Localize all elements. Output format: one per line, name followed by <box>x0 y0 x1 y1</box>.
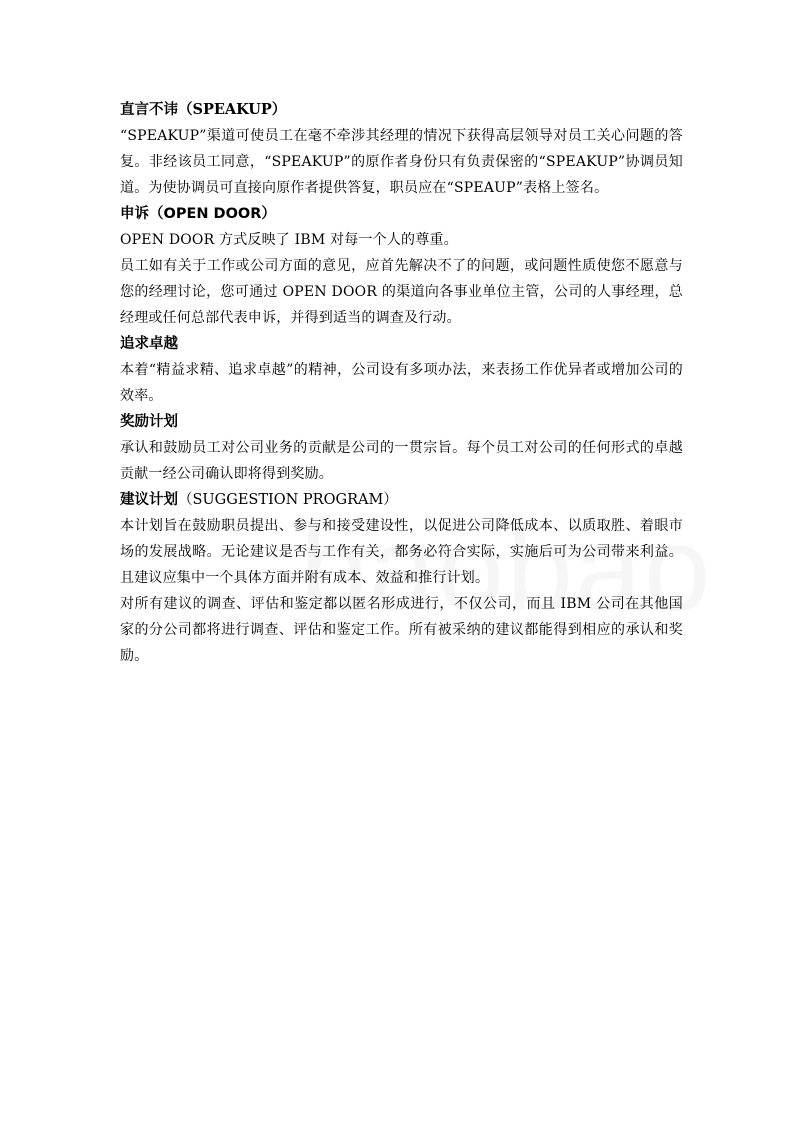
section-reward-plan <box>120 409 683 487</box>
section-paragraph: 员工如有关于工作或公司方面的意见，应首先解决不了的问题，或问题性质使您不愿意与您的经理讨论，您可通过 OPEN DOOR 的渠道向各事业单位主管，公司的人事经理，总经理或任何总部代表申诉，并得到适当的调查及行动。 <box>120 258 683 326</box>
section-heading <box>120 201 683 227</box>
heading-main: 直言不讳 <box>120 102 178 118</box>
section-speakup <box>120 97 683 201</box>
heading-main: 建议计划 <box>120 492 178 508</box>
section-paragraph: “SPEAKUP”渠道可使员工在毫不牵涉其经理的情况下获得高层领导对员工关心问题的答复。非经该员工同意，“SPEAKUP”的原作者身份只有负责保密的“SPEAKUP”协调员知道。为使协调员可直接向原作者提供答复，职员应在“SPEAUP”表格上签名。 <box>120 128 683 196</box>
section-paragraph: OPEN DOOR 方式反映了 IBM 对每一个人的尊重。 <box>120 232 458 248</box>
section-heading <box>120 97 683 123</box>
section-paragraph: 对所有建议的调查、评估和鉴定都以匿名形成进行，不仅公司，而且 IBM 公司在其他国家的分公司都将进行调查、评估和鉴定工作。所有被采纳的建议都能得到相应的承认和奖励。 <box>120 596 683 664</box>
heading-main: 申诉（OPEN DOOR） <box>120 206 276 222</box>
heading-main: 奖励计划 <box>120 414 178 430</box>
section-heading <box>120 331 683 357</box>
section-paragraph: 承认和鼓励员工对公司业务的贡献是公司的一贯宗旨。每个员工对公司的任何形式的卓越贡献一经公司确认即将得到奖励。 <box>120 440 683 482</box>
section-paragraph: 本计划旨在鼓励职员提出、参与和接受建设性，以促进公司降低成本、以质取胜、着眼市场的发展战略。无论建议是否与工作有关，都务必符合实际，实施后可为公司带来利益。且建议应集中一个具体方面并附有成本、效益和推行计划。 <box>120 518 683 586</box>
section-pursue-excellence <box>120 331 683 409</box>
section-heading <box>120 409 683 435</box>
section-heading <box>120 487 683 513</box>
heading-sub: （SPEAKUP） <box>178 101 287 118</box>
heading-sub: （SUGGESTION PROGRAM） <box>178 492 398 508</box>
document-body <box>120 97 683 669</box>
heading-main: 追求卓越 <box>120 336 178 352</box>
section-open-door <box>120 201 683 331</box>
section-suggestion-program <box>120 487 683 669</box>
section-paragraph: 本着“精益求精、追求卓越”的精神，公司设有多项办法，来表扬工作优异者或增加公司的效率。 <box>120 362 683 404</box>
